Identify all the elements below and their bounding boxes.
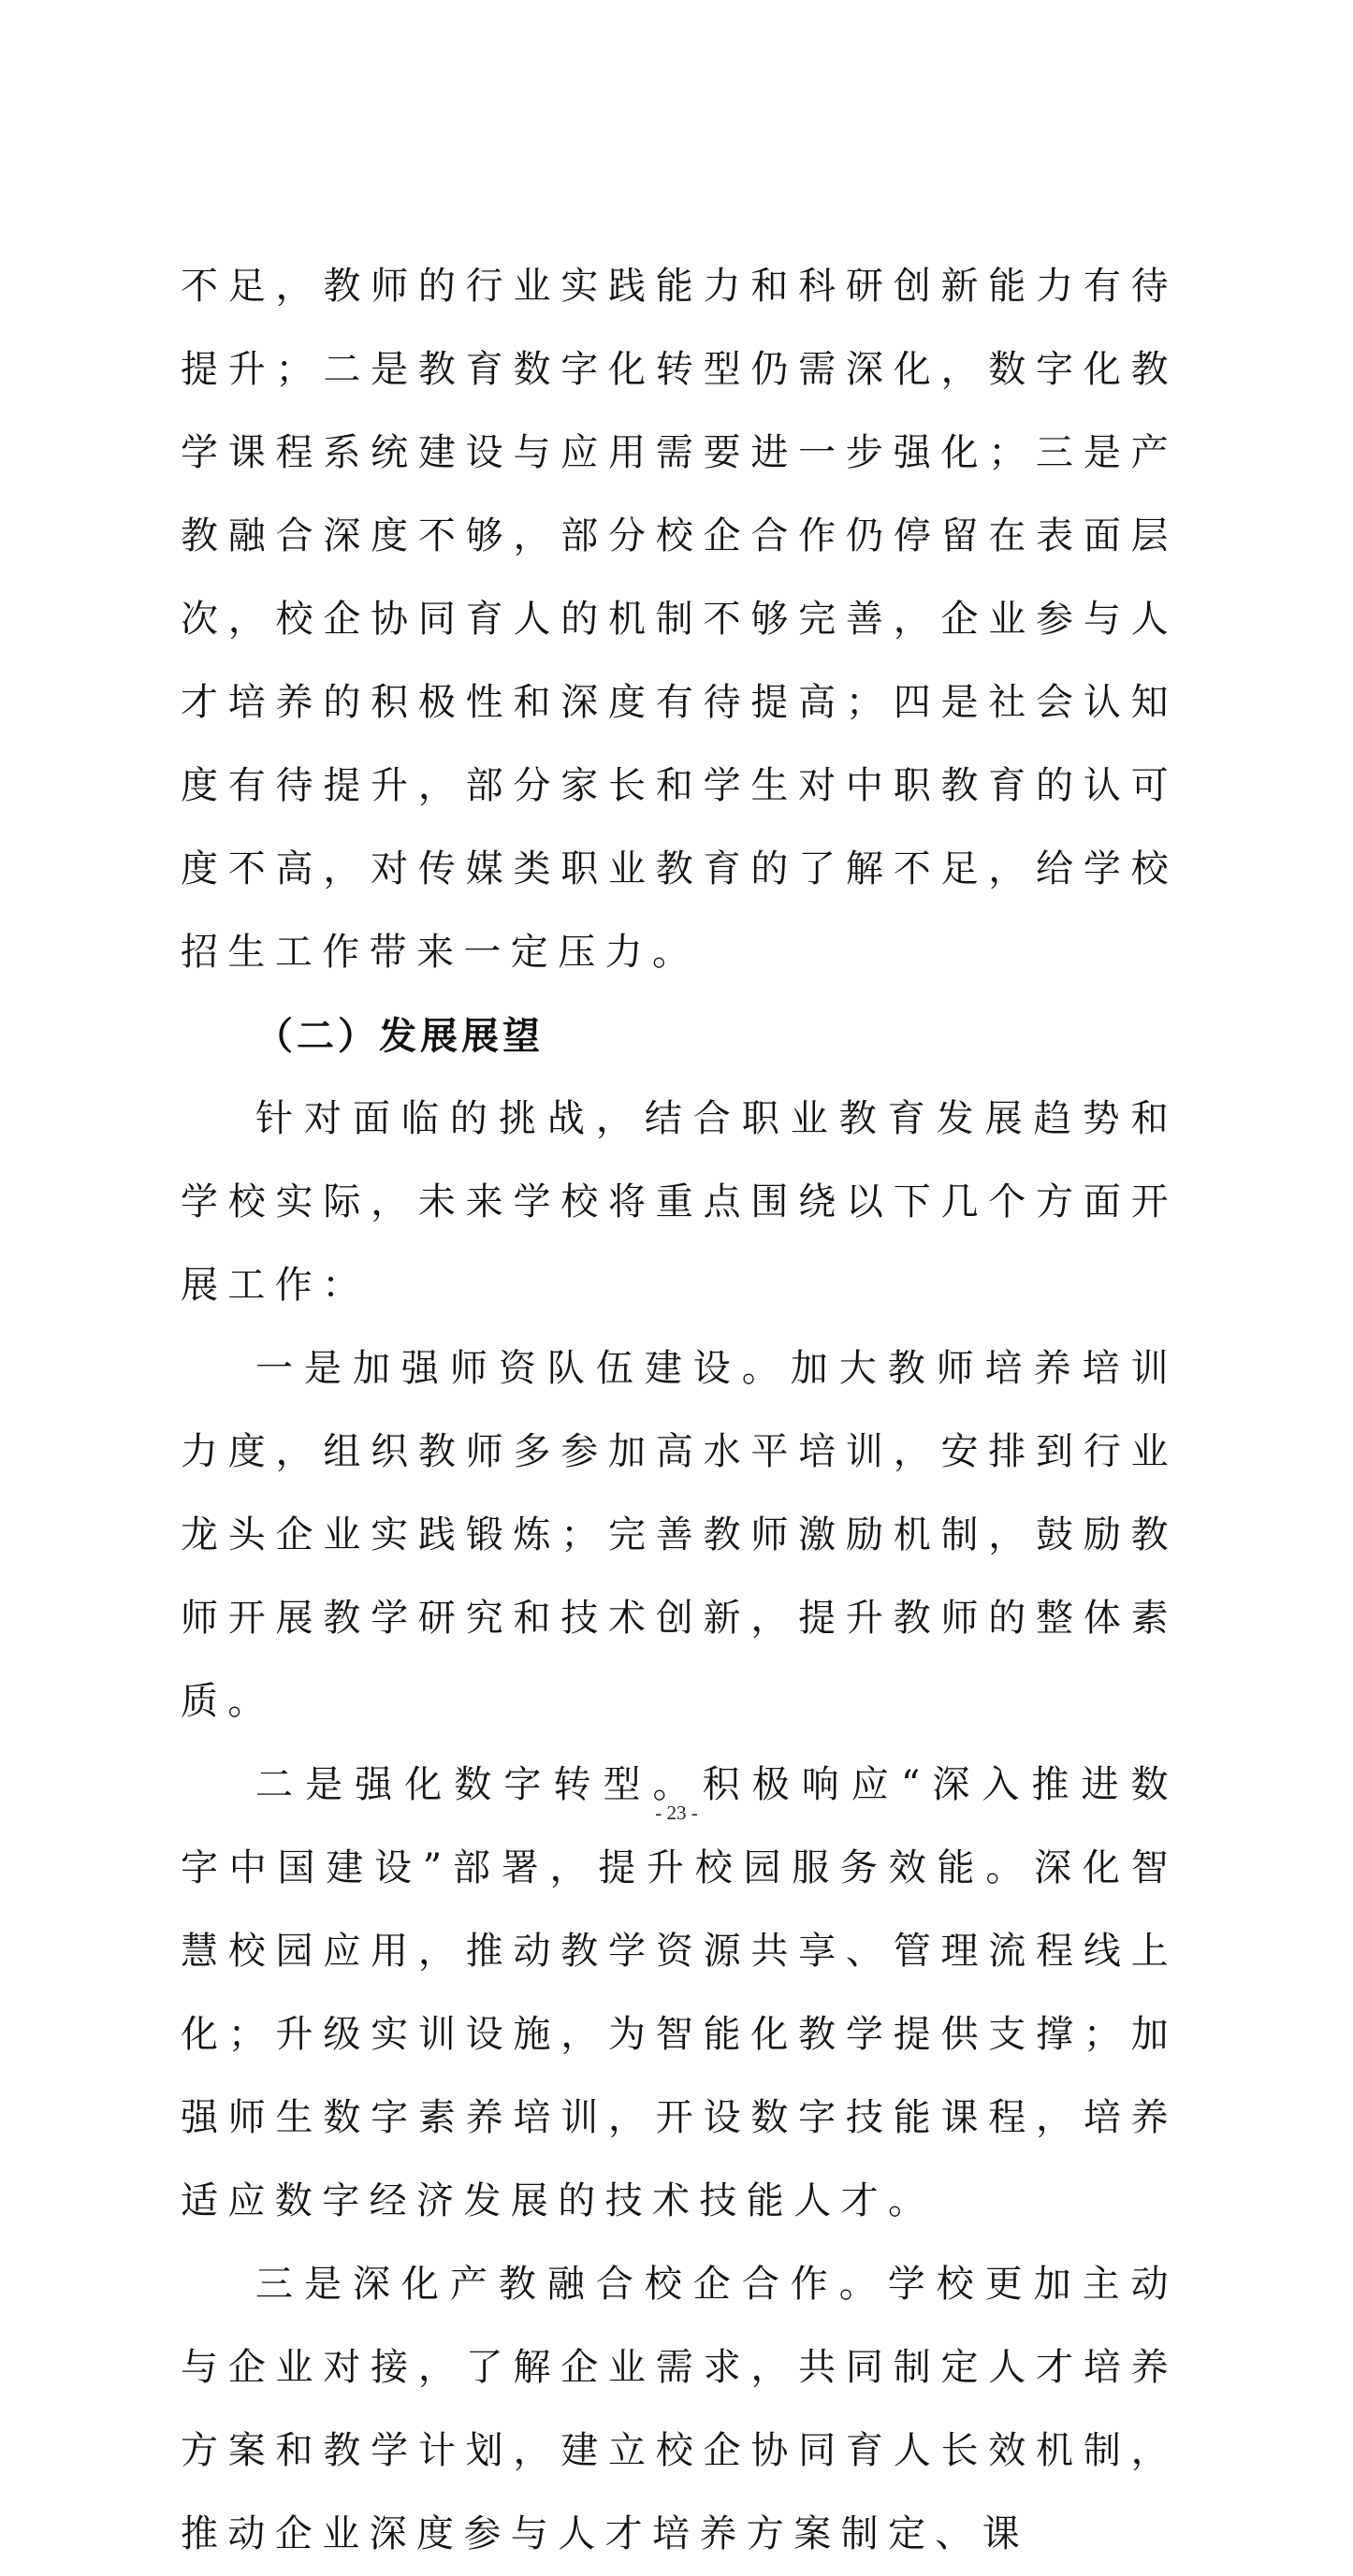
paragraph-teacher-team: 一是加强师资队伍建设。加大教师培养培训力度，组织教师多参加高水平培训，安排到行业龙头企业实践锻炼；完善教师激励机制，鼓励教师开展教学研究和技术创新，提升教师的整体素质。 (181, 1347, 1178, 1723)
paragraph-challenges-continued: 不足，教师的行业实践能力和科研创新能力有待提升；二是教育数字化转型仍需深化，数字化教学课程系统建设与应用需要进一步强化；三是产教融合深度不够，部分校企合作仍停留在表面层次，校企协同育人的机制不够完善，企业参与人才培养的积极性和深度有待提高；四是社会认知度有待提升，部分家长和学生对中职教育的认可度不高，对传媒类职业教育的了解不足，给学校招生工作带来一定压力。 (181, 265, 1178, 974)
section-heading-development-outlook: （二）发展展望 (255, 1014, 544, 1058)
paragraph-digital-transformation: 二是强化数字转型。积极响应“深入推进数字中国建设”部署，提升校园服务效能。深化智慧校园应用，推动教学资源共享、管理流程线上化；升级实训设施，为智能化教学提供支撑；加强师生数字素养培训，开设数字技能课程，培养适应数字经济发展的技术技能人才。 (181, 1763, 1178, 2222)
paragraph-outlook-intro: 针对面临的挑战，结合职业教育发展趋势和学校实际，未来学校将重点围绕以下几个方面开展工作： (181, 1097, 1178, 1307)
page-number: - 23 - (655, 1802, 698, 1824)
paragraph-industry-education: 三是深化产教融合校企合作。学校更加主动与企业对接，了解企业需求，共同制定人才培养方案和教学计划，建立校企协同育人长效机制，推动企业深度参与人才培养方案制定、课 (181, 2263, 1178, 2555)
document-body (181, 245, 1178, 2576)
